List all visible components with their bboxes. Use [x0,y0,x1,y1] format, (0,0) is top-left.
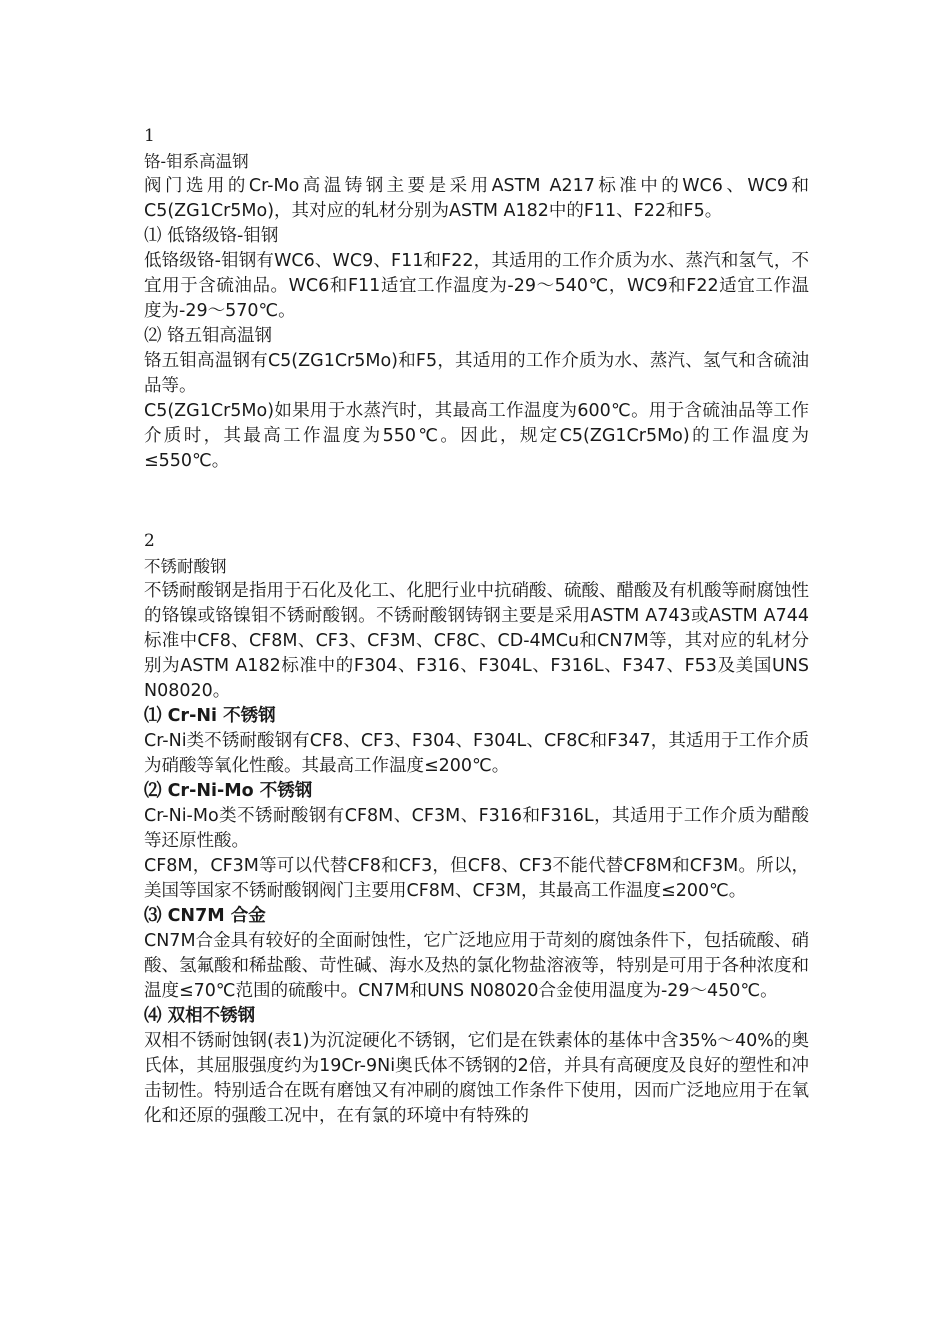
section-number: 1 [144,126,155,146]
section-gap [144,474,809,529]
subsection-heading: ⑵ Cr-Ni-Mo 不锈钢 [144,781,313,801]
subsection-text: Cr-Ni-Mo类不锈耐酸钢有CF8M、CF3M、F316和F316L，其适用于工作介质为醋酸等还原性酸。 [144,806,809,851]
section-number: 2 [144,531,155,551]
subsection-heading: ⑴ 低铬级铬-钼钢 [144,226,279,246]
subsection-text: 低铬级铬-钼钢有WC6、WC9、F11和F22，其适用的工作介质为水、蒸汽和氢气，不宜用于含硫油品。WC6和F11适宜工作温度为-29～540℃，WC9和F22适宜工作温度为-29～570℃。 [144,251,809,321]
subsection-text: Cr-Ni类不锈耐酸钢有CF8、CF3、F304、F304L、CF8C和F347，其适用于工作介质为硝酸等氧化性酸。其最高工作温度≤200℃。 [144,731,809,776]
subsection-text: CF8M，CF3M等可以代替CF8和CF3，但CF8、CF3不能代替CF8M和CF3M。所以，美国等国家不锈耐酸钢阀门主要用CF8M、CF3M，其最高工作温度≤200℃。 [144,856,809,901]
subsection-text: C5(ZG1Cr5Mo)如果用于水蒸汽时，其最高工作温度为600℃。用于含硫油品等工作介质时，其最高工作温度为550℃。因此，规定C5(ZG1Cr5Mo)的工作温度为≤550℃。 [144,401,809,471]
section-title: 不锈耐酸钢 [144,557,227,576]
section-title: 铬-钼系高温钢 [144,152,249,171]
subsection-text: 铬五钼高温钢有C5(ZG1Cr5Mo)和F5，其适用的工作介质为水、蒸汽、氢气和含硫油品等。 [144,351,809,396]
subsection-heading: ⑵ 铬五钼高温钢 [144,326,273,346]
document-page [144,124,809,1129]
section-intro: 阀门选用的Cr-Mo高温铸钢主要是采用ASTM A217标准中的WC6、WC9和C5(ZG1Cr5Mo)，其对应的轧材分别为ASTM A182中的F11、F22和F5。 [144,176,809,221]
subsection-heading: ⑶ CN7M 合金 [144,906,266,926]
subsection-heading: ⑴ Cr-Ni 不锈钢 [144,706,276,726]
subsection-text: CN7M合金具有较好的全面耐蚀性，它广泛地应用于苛刻的腐蚀条件下，包括硫酸、硝酸、氢氟酸和稀盐酸、苛性碱、海水及热的氯化物盐溶液等，特别是可用于各种浓度和温度≤70℃范围的硫酸中。CN7M和UNS N08020合金使用温度为-29～450℃。 [144,931,809,1001]
section-intro: 不锈耐酸钢是指用于石化及化工、化肥行业中抗硝酸、硫酸、醋酸及有机酸等耐腐蚀性的铬镍或铬镍钼不锈耐酸钢。不锈耐酸钢铸钢主要是采用ASTM A743或ASTM A744标准中CF8、CF8M、CF3、CF3M、CF8C、CD-4MCu和CN7M等，其对应的轧材分别为ASTM A182标准中的F304、F316、F304L、F316L、F347、F53及美国UNS N08020。 [144,581,809,701]
subsection-text: 双相不锈耐蚀钢(表1)为沉淀硬化不锈钢，它们是在铁素体的基体中含35%～40%的奥氏体，其屈服强度约为19Cr-9Ni奥氏体不锈钢的2倍，并具有高硬度及良好的塑性和冲击韧性。特别适合在既有磨蚀又有冲刷的腐蚀工作条件下使用，因而广泛地应用于在氧化和还原的强酸工况中，在有氯的环境中有特殊的 [144,1031,809,1126]
subsection-heading: ⑷ 双相不锈钢 [144,1006,256,1026]
